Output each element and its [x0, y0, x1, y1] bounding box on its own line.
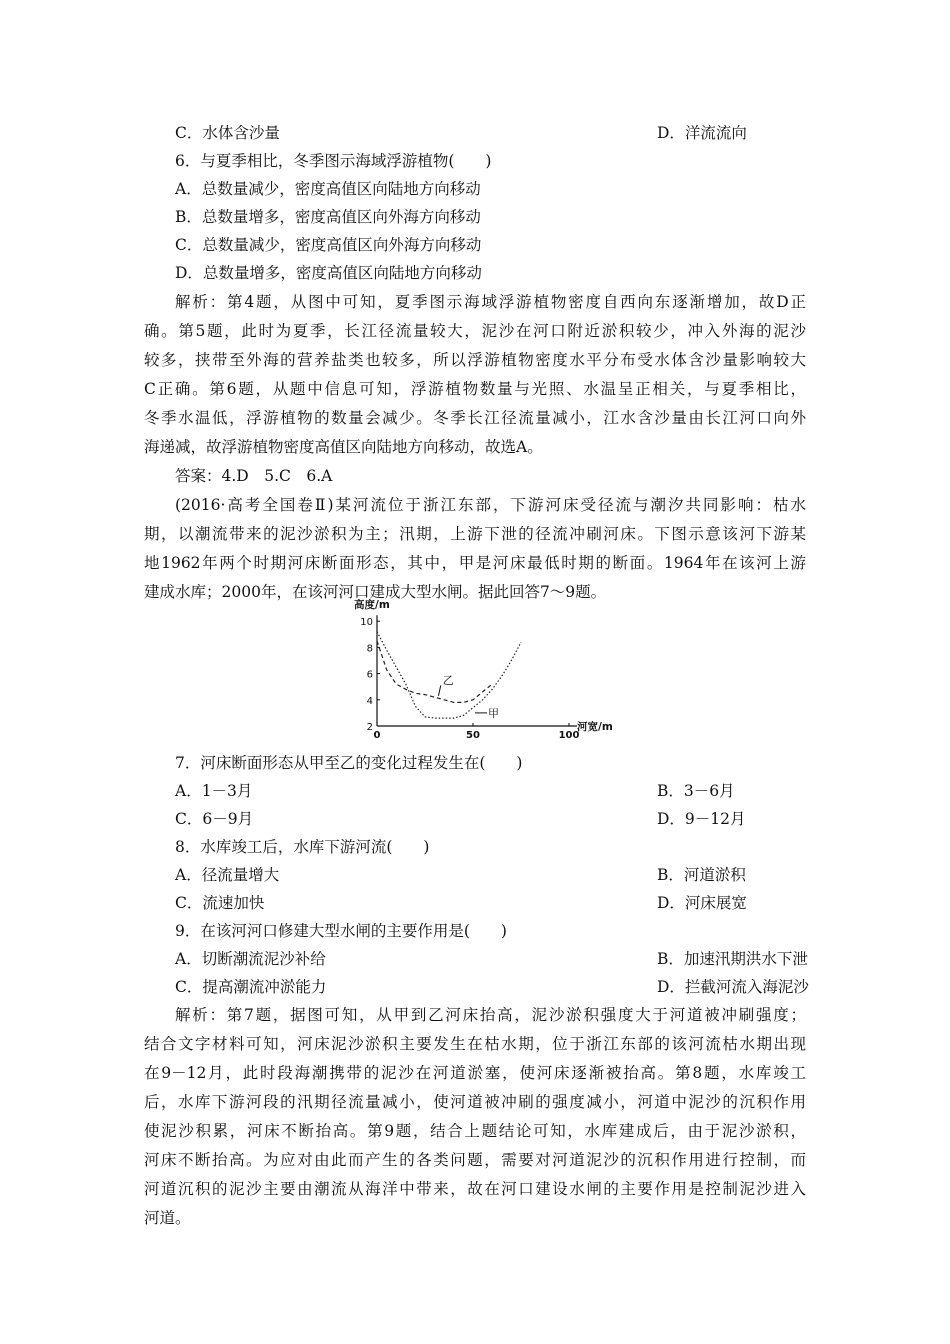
passage-line: 期，以潮流带来的泥沙淤积为主；汛期，上游下泄的径流冲刷河床。下图示意该河下游某 [144, 525, 806, 543]
y-axis-label: 高度/m [354, 599, 390, 611]
q9-options-row-2 [175, 973, 837, 1001]
q9-option-a: A．切断潮流泥沙补给 [175, 950, 326, 968]
q9-option-c: C．提高潮流冲淤能力 [175, 978, 327, 996]
y-tick-label: 2 [366, 722, 373, 733]
q8-option-d: D．河床展宽 [657, 894, 747, 912]
analysis1-line: C正确。第6题，从题中信息可知，浮游植物数量与光照、水温呈正相关，与夏季相比， [144, 380, 806, 398]
q7-option-a: A．1－3月 [175, 782, 253, 800]
q8-option-b: B．河道淤积 [657, 866, 746, 884]
q7-option-b: B．3－6月 [657, 782, 735, 800]
q7-options-row-2 [175, 805, 837, 833]
analysis2-line: 河道沉积的泥沙主要由潮流从海洋中带来，故在河口建设水闸的主要作用是控制泥沙进入 [144, 1180, 806, 1198]
x-tick-label: 50 [466, 730, 480, 741]
series-line-yi [377, 641, 492, 703]
q6-option-a: A．总数量减少，密度高值区向陆地方向移动 [175, 180, 481, 198]
q7-option-d: D．9－12月 [657, 810, 746, 828]
q9-option-b: B．加速汛期洪水下泄 [657, 950, 808, 968]
q6-option-c: C．总数量减少，密度高值区向外海方向移动 [175, 236, 482, 254]
analysis2-line: 在9－12月，此时段海潮携带的泥沙在河道淤塞，使河床逐渐被抬高。第8题，水库竣工 [144, 1064, 806, 1082]
q8-options-row-2 [175, 889, 837, 917]
passage-line: (2016·高考全国卷Ⅱ)某河流位于浙江东部，下游河床受径流与潮汐共同影响：枯水 [175, 496, 806, 514]
q7-option-c: C．6－9月 [175, 810, 254, 828]
series-label-leader [438, 685, 440, 695]
q8-stem: 8．水库竣工后，水库下游河流( ) [175, 838, 430, 856]
q8-options-row-1 [175, 861, 837, 889]
passage-line: 建成水库；2000年，在该河河口建成大型水闸。据此回答7～9题。 [144, 583, 607, 601]
river-cross-section-chart [352, 598, 613, 748]
series-label-jia: 甲 [488, 706, 499, 720]
y-tick-label: 4 [366, 695, 373, 707]
q7-options-row-1 [175, 777, 837, 805]
analysis1-line: 较多，挟带至外海的营养盐类也较多，所以浮游植物密度水平分布受水体含沙量影响较大 [144, 351, 806, 369]
y-tick-label: 8 [366, 643, 373, 655]
analysis1-line: 海递减，故浮游植物密度高值区向陆地方向移动，故选A。 [144, 438, 543, 456]
q5-option-d: D．洋流流向 [657, 124, 747, 142]
analysis1-line: 冬季水温低，浮游植物的数量会减少。冬季长江径流量减小，江水含沙量由长江河口向外 [144, 409, 806, 427]
y-tick-label: 6 [366, 669, 373, 681]
x-tick-label: 0 [373, 730, 381, 741]
q9-stem: 9．在该河河口修建大型水闸的主要作用是( ) [175, 922, 507, 940]
q5-option-c: C．水体含沙量 [175, 124, 280, 142]
q6-option-b: B．总数量增多，密度高值区向外海方向移动 [175, 208, 481, 226]
answer1: 答案：4.D 5.C 6.A [175, 467, 333, 485]
analysis2-line: 后，水库下游河段的汛期径流量减小，使河道被冲刷的强度减小，河道中泥沙的沉积作用 [144, 1093, 806, 1111]
q7-stem: 7．河床断面形态从甲至乙的变化过程发生在( ) [175, 754, 523, 772]
q5-options-row [175, 119, 837, 147]
y-tick-label: 10 [360, 617, 373, 629]
q9-option-d: D．拦截河流入海泥沙 [657, 978, 809, 996]
analysis2-line: 河道。 [144, 1209, 191, 1227]
x-axis-label: 河宽/m [577, 721, 613, 733]
x-tick-label: 100 [558, 730, 580, 741]
q9-options-row-1 [175, 945, 837, 973]
q8-option-c: C．流速加快 [175, 894, 265, 912]
q8-option-a: A．径流量增大 [175, 866, 280, 884]
series-label-yi: 乙 [442, 674, 454, 688]
analysis2-line: 结合文字材料可知，河床泥沙淤积主要发生在枯水期，位于浙江东部的该河流枯水期出现 [144, 1035, 806, 1053]
analysis1-line: 确。第5题，此时为夏季，长江径流量较大，泥沙在河口附近淤积较少，冲入外海的泥沙 [144, 322, 806, 340]
q6-option-d: D．总数量增多，密度高值区向陆地方向移动 [175, 264, 482, 282]
analysis2-line: 使泥沙积累，河床不断抬高。第9题，结合上题结论可知，水库建成后，由于泥沙淤积， [144, 1122, 806, 1140]
analysis1-line: 解析：第4题，从图中可知，夏季图示海域浮游植物密度自西向东逐渐增加，故D正 [175, 293, 806, 311]
analysis2-line: 解析：第7题，据图可知，从甲到乙河床抬高，泥沙淤积强度大于河道被冲刷强度； [175, 1006, 806, 1024]
analysis2-line: 河床不断抬高。为应对由此而产生的各类问题，需要对河道泥沙的沉积作用进行控制，而 [144, 1151, 806, 1169]
passage-line: 地1962年两个时期河床断面形态，其中，甲是河床最低时期的断面。1964年在该河上游 [144, 554, 806, 572]
q6-stem: 6．与夏季相比，冬季图示海域浮游植物( ) [175, 152, 492, 170]
